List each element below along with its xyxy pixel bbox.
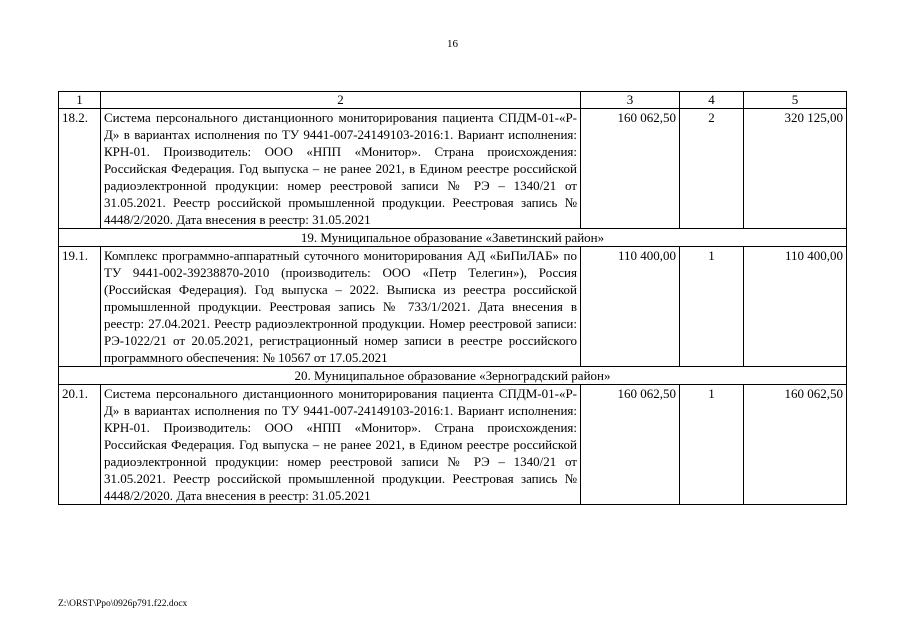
footer-file-path: Z:\ORST\Ppo\0926p791.f22.docx [58,599,188,609]
item-description: Комплекс программно-аппаратный суточного мониторирования АД «БиПиЛАБ» по ТУ 9441-002-39238870-2010 (производитель: ООО «Петр Телегин»), Россия (Российская Федерация). Год выпуска – 2022. Выписка из реестра российской промышленной продукции. Реестровая запись № 733/1/2021. Дата внесения в реестр: 27.04.2021. Реестр радиоэлектронной продукции. Номер реестровой записи: РЭ-1022/21 от 20.05.2021, регистрационный номер записи в реестре российского программного обеспечения: № 10567 от 17.05.2021 [101,247,581,367]
item-total: 160 062,50 [744,385,847,505]
section-row [59,229,847,247]
item-quantity: 2 [680,109,744,229]
item-unit-price: 160 062,50 [581,109,680,229]
item-description: Система персонального дистанционного мониторирования пациента СПДМ-01-«Р-Д» в вариантах исполнения по ТУ 9441-007-24149103-2016:1. Вариант исполнения: КРН-01. Производитель: ООО «НПП «Монитор». Страна происхождения: Российская Федерация. Год выпуска – не ранее 2021, в Едином реестре российской радиоэлектронной продукции: номер реестровой записи № РЭ – 1340/21 от 31.05.2021. Реестр российской промышленной продукции. Реестровая запись № 4448/2/2020. Дата внесения в реестр: 31.05.2021 [101,109,581,229]
table-row [59,109,847,229]
table-row [59,247,847,367]
item-number: 19.1. [59,247,101,367]
table-row [59,385,847,505]
procurement-table [58,91,847,505]
item-unit-price: 160 062,50 [581,385,680,505]
column-header: 3 [581,92,680,109]
column-header: 5 [744,92,847,109]
column-header: 1 [59,92,101,109]
item-total: 110 400,00 [744,247,847,367]
section-title: 20. Муниципальное образование «Зерноградский район» [59,367,847,385]
item-quantity: 1 [680,247,744,367]
item-number: 20.1. [59,385,101,505]
item-total: 320 125,00 [744,109,847,229]
table-header-row [59,92,847,109]
item-unit-price: 110 400,00 [581,247,680,367]
column-header: 2 [101,92,581,109]
section-title: 19. Муниципальное образование «Заветинский район» [59,229,847,247]
item-number: 18.2. [59,109,101,229]
column-header: 4 [680,92,744,109]
item-quantity: 1 [680,385,744,505]
section-row [59,367,847,385]
item-description: Система персонального дистанционного мониторирования пациента СПДМ-01-«Р-Д» в вариантах исполнения по ТУ 9441-007-24149103-2016:1. Вариант исполнения: КРН-01. Производитель: ООО «НПП «Монитор». Страна происхождения: Российская Федерация. Год выпуска – не ранее 2021, в Едином реестре российской радиоэлектронной продукции: номер реестровой записи № РЭ – 1340/21 от 31.05.2021. Реестр российской промышленной продукции. Реестровая запись № 4448/2/2020. Дата внесения в реестр: 31.05.2021 [101,385,581,505]
page-number: 16 [447,38,458,50]
